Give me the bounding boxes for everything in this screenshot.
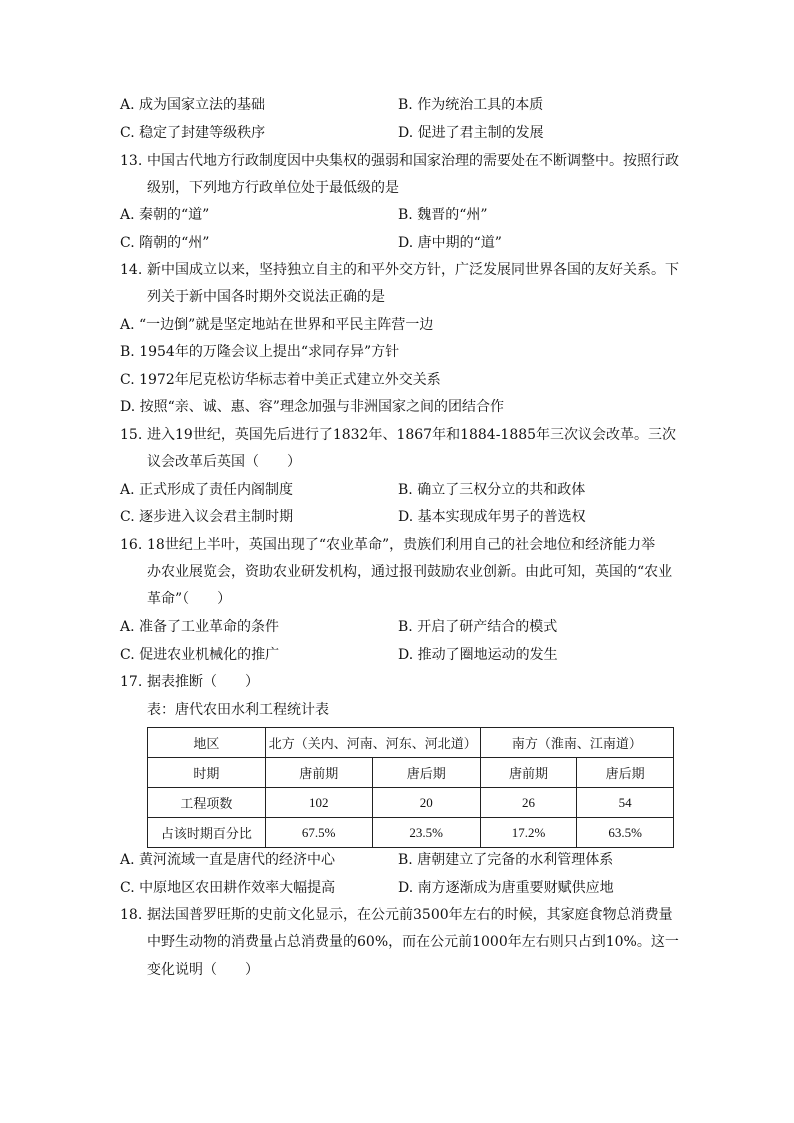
q15-stem-line2: 议会改革后英国（ ） (147, 454, 301, 470)
q17-option-a: A. 黄河流域一直是唐代的经济中心 (120, 852, 336, 868)
table-row (148, 818, 674, 848)
q16-number: 16. (120, 537, 143, 553)
q13-number: 13. (120, 153, 143, 169)
q12-option-a: A. 成为国家立法的基础 (120, 97, 266, 113)
q15-option-c: C. 逐步进入议会君主制时期 (120, 509, 294, 525)
table-cell-north: 北方（关内、河南、河东、河北道） (265, 728, 480, 758)
table-cell-count: 26 (480, 788, 577, 818)
q18-number: 18. (120, 907, 143, 923)
q17-stem-line1: 据表推断（ ） (147, 674, 259, 690)
q13-option-b: B. 魏晋的“州” (398, 207, 488, 223)
table-cell-south-late: 唐后期 (577, 758, 674, 788)
q17-table-caption: 表：唐代农田水利工程统计表 (147, 702, 329, 718)
tang-irrigation-table (147, 727, 674, 848)
q17-option-b: B. 唐朝建立了完备的水利管理体系 (398, 852, 614, 868)
table-cell-percent-header: 占该时期百分比 (148, 818, 266, 848)
table-cell-percent: 67.5% (265, 818, 372, 848)
table-cell-south-early: 唐前期 (480, 758, 577, 788)
q15-option-b: B. 确立了三权分立的共和政体 (398, 482, 586, 498)
table-cell-north-early: 唐前期 (265, 758, 372, 788)
q15-option-d: D. 基本实现成年男子的普选权 (398, 509, 586, 525)
q15-option-a: A. 正式形成了责任内阁制度 (120, 482, 294, 498)
q14-number: 14. (120, 262, 143, 278)
table-row (148, 728, 674, 758)
table-cell-count-header: 工程项数 (148, 788, 266, 818)
q14-stem-line2: 列关于新中国各时期外交说法正确的是 (147, 289, 385, 305)
table-row (148, 758, 674, 788)
q17-number: 17. (120, 674, 143, 690)
q16-option-c: C. 促进农业机械化的推广 (120, 647, 280, 663)
q14-option-b: B. 1954年的万隆会议上提出“求同存异”方针 (120, 344, 400, 360)
q13-option-d: D. 唐中期的“道” (398, 235, 502, 251)
q18-stem-line1: 据法国普罗旺斯的史前文化显示，在公元前3500年左右的时候，其家庭食物总消费量 (147, 907, 673, 923)
q16-stem-line2: 办农业展览会，资助农业研发机构，通过报刊鼓励农业创新。由此可知，英国的“农业 (147, 564, 673, 580)
table-cell-count: 20 (372, 788, 480, 818)
q16-stem-line1: 18世纪上半叶，英国出现了“农业革命”，贵族们利用自己的社会地位和经济能力举 (147, 537, 656, 553)
q16-option-b: B. 开启了研产结合的模式 (398, 619, 558, 635)
table-cell-percent: 63.5% (577, 818, 674, 848)
q14-stem-line1: 新中国成立以来，坚持独立自主的和平外交方针，广泛发展同世界各国的友好关系。下 (147, 262, 679, 278)
q13-option-a: A. 秦朝的“道” (120, 207, 210, 223)
q16-option-d: D. 推动了圈地运动的发生 (398, 647, 558, 663)
q17-option-d: D. 南方逐渐成为唐重要财赋供应地 (398, 880, 614, 896)
table-cell-north-late: 唐后期 (372, 758, 480, 788)
q12-option-c: C. 稳定了封建等级秩序 (120, 125, 266, 141)
q14-option-d: D. 按照“亲、诚、惠、容”理念加强与非洲国家之间的团结合作 (120, 399, 504, 415)
table-row (148, 788, 674, 818)
q13-stem-line1: 中国古代地方行政制度因中央集权的强弱和国家治理的需要处在不断调整中。按照行政 (147, 153, 679, 169)
q15-number: 15. (120, 427, 143, 443)
q18-stem-line3: 变化说明（ ） (147, 962, 259, 978)
table-cell-region-header: 地区 (148, 728, 266, 758)
q17-option-c: C. 中原地区农田耕作效率大幅提高 (120, 880, 336, 896)
table-cell-percent: 17.2% (480, 818, 577, 848)
q13-option-c: C. 隋朝的“州” (120, 235, 210, 251)
q12-option-b: B. 作为统治工具的本质 (398, 97, 544, 113)
q16-option-a: A. 准备了工业革命的条件 (120, 619, 280, 635)
table-cell-count: 102 (265, 788, 372, 818)
q12-option-d: D. 促进了君主制的发展 (398, 125, 544, 141)
q15-stem-line1: 进入19世纪，英国先后进行了1832年、1867年和1884-1885年三次议会改革。三次 (147, 427, 677, 443)
table-cell-percent: 23.5% (372, 818, 480, 848)
q13-stem-line2: 级别，下列地方行政单位处于最低级的是 (147, 180, 399, 196)
table-cell-count: 54 (577, 788, 674, 818)
table-cell-south: 南方（淮南、江南道） (480, 728, 673, 758)
q16-stem-line3: 革命”（ ） (147, 591, 232, 607)
q14-option-a: A. “一边倒”就是坚定地站在世界和平民主阵营一边 (120, 317, 434, 333)
q18-stem-line2: 中野生动物的消费量占总消费量的60%，而在公元前1000年左右则只占到10%。这一 (147, 934, 679, 950)
q14-option-c: C. 1972年尼克松访华标志着中美正式建立外交关系 (120, 372, 441, 388)
table-cell-period-header: 时期 (148, 758, 266, 788)
